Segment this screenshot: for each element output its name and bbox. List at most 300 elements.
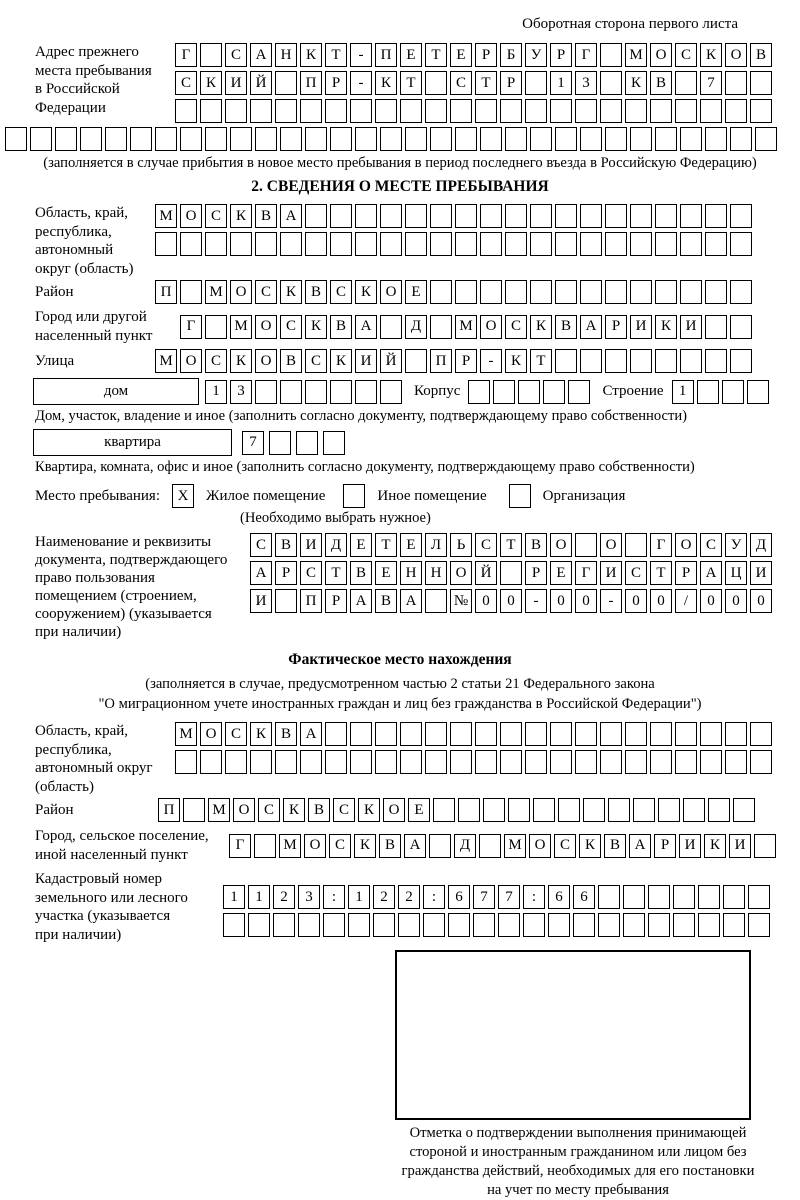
char-cell: О: [233, 798, 255, 822]
char-cell: [280, 127, 302, 151]
char-cell: [325, 750, 347, 774]
char-cell: [630, 204, 652, 228]
char-cell: С: [175, 71, 197, 95]
actual-region-label: [35, 722, 175, 796]
char-cell: [330, 127, 352, 151]
char-cell: [425, 722, 447, 746]
char-cell: 3: [230, 380, 252, 404]
char-cell: [380, 380, 402, 404]
city-row: [35, 308, 800, 345]
char-cell: [722, 380, 744, 404]
char-cell: Т: [530, 349, 552, 373]
char-cell: [455, 280, 477, 304]
char-cell: [655, 280, 677, 304]
char-cell: [633, 798, 655, 822]
char-cell: [705, 280, 727, 304]
char-cell: [280, 380, 302, 404]
char-cell: О: [450, 561, 472, 585]
char-cell: А: [280, 204, 302, 228]
char-cell: Р: [455, 349, 477, 373]
char-cell: [480, 204, 502, 228]
char-cell: 6: [573, 885, 595, 909]
char-cell: [750, 71, 772, 95]
char-cell: П: [300, 589, 322, 613]
char-cell: [700, 750, 722, 774]
char-cell: [380, 315, 402, 339]
document-block: [35, 533, 800, 641]
char-cell: [530, 127, 552, 151]
char-cell: [455, 232, 477, 256]
char-cell: [683, 798, 705, 822]
char-cell: О: [529, 834, 551, 858]
char-cell: [675, 71, 697, 95]
char-cell: [280, 232, 302, 256]
char-cell: [450, 99, 472, 123]
char-cell: [650, 99, 672, 123]
char-cell: [555, 204, 577, 228]
char-cell: -: [480, 349, 502, 373]
korpus-label: Корпус: [414, 383, 461, 399]
page-side-note: Оборотная сторона первого листа: [522, 16, 738, 32]
char-cell: [623, 913, 645, 937]
char-cell: О: [550, 533, 572, 557]
char-cell: [425, 99, 447, 123]
char-cell: О: [383, 798, 405, 822]
char-grid-row: [180, 315, 752, 339]
char-cell: [697, 380, 719, 404]
char-cell: М: [625, 43, 647, 67]
text-line: Кадастровый номер: [35, 871, 162, 887]
char-cell: [275, 71, 297, 95]
char-cell: [680, 127, 702, 151]
char-cell: [725, 99, 747, 123]
checkbox-zhiloe: [172, 484, 194, 508]
cadastral-label: [35, 870, 223, 944]
char-cell: 0: [500, 589, 522, 613]
char-cell: Д: [405, 315, 427, 339]
char-cell: О: [650, 43, 672, 67]
char-cell: С: [330, 280, 352, 304]
char-cell: А: [700, 561, 722, 585]
char-cell: [650, 750, 672, 774]
char-cell: [468, 380, 490, 404]
text-line: республика,: [35, 223, 112, 240]
char-cell: 0: [750, 589, 772, 613]
char-cell: [450, 750, 472, 774]
char-cell: И: [630, 315, 652, 339]
char-cell: [255, 127, 277, 151]
char-cell: К: [250, 722, 272, 746]
char-cell: 0: [625, 589, 647, 613]
char-cell: [230, 232, 252, 256]
char-cell: [625, 99, 647, 123]
char-cell: Д: [325, 533, 347, 557]
char-cell: К: [355, 280, 377, 304]
char-cell: О: [480, 315, 502, 339]
char-cell: [705, 232, 727, 256]
char-cell: [500, 750, 522, 774]
char-cell: [680, 280, 702, 304]
char-cell: [155, 127, 177, 151]
char-cell: 7: [498, 885, 520, 909]
char-cell: Е: [550, 561, 572, 585]
text-line: участка (указывается: [35, 908, 171, 924]
char-cell: [555, 280, 577, 304]
char-cell: [755, 127, 777, 151]
char-cell: [350, 722, 372, 746]
prev-address-label: [35, 43, 175, 117]
char-cell: [355, 127, 377, 151]
char-cell: [625, 722, 647, 746]
char-cell: [380, 232, 402, 256]
char-cell: [498, 913, 520, 937]
char-cell: [530, 204, 552, 228]
char-cell: [730, 127, 752, 151]
char-cell: [5, 127, 27, 151]
text-line: Адрес прежнего: [35, 44, 139, 60]
char-cell: Й: [250, 71, 272, 95]
char-cell: [733, 798, 755, 822]
char-cell: Г: [180, 315, 202, 339]
char-cell: С: [280, 315, 302, 339]
char-cell: 0: [725, 589, 747, 613]
char-cell: [705, 349, 727, 373]
char-cell: С: [300, 561, 322, 585]
char-cell: [730, 204, 752, 228]
char-cell: [55, 127, 77, 151]
char-cell: Е: [450, 43, 472, 67]
char-cell: [355, 232, 377, 256]
char-cell: С: [225, 43, 247, 67]
apartment-row: [33, 429, 800, 456]
char-cell: [183, 798, 205, 822]
char-cell: С: [255, 280, 277, 304]
char-cell: Е: [408, 798, 430, 822]
char-cell: [455, 204, 477, 228]
char-cell: [625, 533, 647, 557]
char-cell: [225, 99, 247, 123]
char-cell: К: [230, 349, 252, 373]
char-cell: А: [580, 315, 602, 339]
district-row: [35, 280, 800, 304]
char-cell: [430, 315, 452, 339]
char-cell: [605, 127, 627, 151]
char-grid-row: [250, 561, 772, 585]
char-cell: Ц: [725, 561, 747, 585]
char-cell: [405, 204, 427, 228]
actual-city-label: [35, 827, 229, 864]
char-cell: [630, 127, 652, 151]
char-cell: /: [675, 589, 697, 613]
apartment-widebox: квартира: [33, 429, 232, 456]
char-cell: [680, 349, 702, 373]
char-grid-row: [175, 722, 772, 746]
char-cell: С: [554, 834, 576, 858]
char-cell: И: [679, 834, 701, 858]
text-line: автономный округ: [35, 760, 153, 776]
char-cell: [708, 798, 730, 822]
char-cell: [323, 913, 345, 937]
char-cell: И: [750, 561, 772, 585]
char-cell: [155, 232, 177, 256]
char-cell: [269, 431, 291, 455]
char-cell: [398, 913, 420, 937]
char-cell: [380, 127, 402, 151]
text-line: места пребывания: [35, 62, 152, 79]
text-line: (область): [35, 778, 94, 795]
char-cell: [725, 750, 747, 774]
char-cell: [580, 349, 602, 373]
char-cell: [698, 913, 720, 937]
char-cell: С: [700, 533, 722, 557]
apartment-note: Квартира, комната, офис и иное (заполнить согласно документу, подтверждающему право собственности): [35, 459, 695, 475]
text-line: Область, край,: [35, 205, 129, 221]
char-cell: [175, 750, 197, 774]
char-cell: [505, 280, 527, 304]
char-cell: О: [725, 43, 747, 67]
char-cell: [343, 484, 365, 508]
char-cell: [400, 722, 422, 746]
char-cell: В: [280, 349, 302, 373]
char-cell: 1: [550, 71, 572, 95]
char-cell: 6: [448, 885, 470, 909]
char-cell: [425, 589, 447, 613]
document-grid: [250, 533, 772, 617]
char-cell: Н: [275, 43, 297, 67]
text-line: Город, сельское поселение,: [35, 828, 209, 844]
char-cell: -: [350, 71, 372, 95]
char-cell: [648, 885, 670, 909]
char-cell: В: [255, 204, 277, 228]
char-cell: [330, 232, 352, 256]
char-cell: К: [200, 71, 222, 95]
char-cell: -: [600, 589, 622, 613]
char-cell: [558, 798, 580, 822]
char-cell: [605, 204, 627, 228]
char-cell: [500, 99, 522, 123]
char-cell: :: [423, 885, 445, 909]
char-cell: Р: [475, 43, 497, 67]
char-cell: [555, 349, 577, 373]
option-label-inoe: Иное помещение: [377, 487, 487, 504]
char-cell: Н: [425, 561, 447, 585]
house-row: [33, 378, 800, 405]
char-cell: [550, 722, 572, 746]
char-cell: [250, 99, 272, 123]
char-cell: 1: [672, 380, 694, 404]
char-cell: Г: [575, 561, 597, 585]
stay-type-label: Место пребывания:: [35, 487, 160, 504]
char-cell: [525, 71, 547, 95]
char-cell: [400, 99, 422, 123]
char-cell: О: [255, 349, 277, 373]
char-cell: П: [375, 43, 397, 67]
char-cell: №: [450, 589, 472, 613]
char-cell: [550, 99, 572, 123]
char-cell: С: [305, 349, 327, 373]
char-cell: В: [308, 798, 330, 822]
char-cell: [323, 431, 345, 455]
text-line: "О миграционном учете иностранных граждан и лиц без гражданства в Российской Федерации"): [98, 695, 702, 712]
char-cell: К: [305, 315, 327, 339]
char-cell: [275, 589, 297, 613]
char-cell: [673, 885, 695, 909]
char-cell: [700, 722, 722, 746]
char-cell: Р: [654, 834, 676, 858]
char-cell: В: [750, 43, 772, 67]
char-cell: П: [430, 349, 452, 373]
char-cell: [250, 750, 272, 774]
char-cell: И: [600, 561, 622, 585]
char-cell: И: [355, 349, 377, 373]
char-cell: [675, 722, 697, 746]
char-cell: [580, 280, 602, 304]
char-cell: [305, 232, 327, 256]
cadastral-block: [35, 870, 800, 944]
char-cell: [255, 232, 277, 256]
char-cell: С: [329, 834, 351, 858]
char-cell: С: [450, 71, 472, 95]
char-cell: К: [579, 834, 601, 858]
char-cell: [350, 99, 372, 123]
char-cell: [575, 533, 597, 557]
char-cell: [480, 232, 502, 256]
text-line: гражданства действий, необходимых для его постановки: [401, 1163, 755, 1179]
char-cell: Г: [175, 43, 197, 67]
char-cell: [655, 204, 677, 228]
char-cell: [425, 750, 447, 774]
char-cell: Й: [475, 561, 497, 585]
char-cell: [700, 99, 722, 123]
char-cell: Т: [500, 533, 522, 557]
char-cell: К: [375, 71, 397, 95]
char-cell: [330, 204, 352, 228]
char-cell: [648, 913, 670, 937]
char-cell: А: [350, 589, 372, 613]
char-grid-row: [155, 232, 752, 256]
char-cell: [575, 99, 597, 123]
char-grid-row: [175, 99, 772, 123]
char-cell: У: [525, 43, 547, 67]
checkbox-inoe: [343, 484, 365, 508]
text-line: при наличии): [35, 926, 122, 943]
text-line: Федерации: [35, 99, 106, 116]
char-cell: [725, 722, 747, 746]
char-cell: [180, 280, 202, 304]
char-cell: [750, 722, 772, 746]
char-cell: В: [525, 533, 547, 557]
char-cell: Т: [650, 561, 672, 585]
char-cell: М: [504, 834, 526, 858]
char-cell: [448, 913, 470, 937]
char-cell: [505, 127, 527, 151]
char-cell: [605, 280, 627, 304]
text-line: республика,: [35, 741, 112, 758]
char-cell: К: [330, 349, 352, 373]
char-cell: [450, 722, 472, 746]
char-cell: Д: [454, 834, 476, 858]
char-cell: Р: [605, 315, 627, 339]
char-cell: И: [300, 533, 322, 557]
char-cell: [555, 127, 577, 151]
char-cell: Р: [525, 561, 547, 585]
char-cell: К: [530, 315, 552, 339]
char-cell: [355, 380, 377, 404]
checkbox-organizaciya: [509, 484, 531, 508]
char-cell: [673, 913, 695, 937]
char-cell: К: [230, 204, 252, 228]
char-cell: [650, 722, 672, 746]
char-cell: Т: [325, 43, 347, 67]
char-cell: [723, 913, 745, 937]
char-cell: 2: [273, 885, 295, 909]
char-cell: Д: [750, 533, 772, 557]
char-grid-row: [158, 798, 755, 822]
text-line: при наличии): [35, 624, 122, 640]
char-cell: В: [650, 71, 672, 95]
stay-type-note: (Необходимо выбрать нужное): [240, 510, 431, 526]
char-cell: [296, 431, 318, 455]
char-cell: [750, 750, 772, 774]
char-cell: [575, 750, 597, 774]
stay-type-row: [35, 484, 800, 508]
char-cell: [180, 232, 202, 256]
char-cell: [423, 913, 445, 937]
char-cell: [598, 913, 620, 937]
char-cell: -: [525, 589, 547, 613]
char-cell: В: [275, 722, 297, 746]
region-label: [35, 204, 155, 278]
char-cell: [380, 204, 402, 228]
char-cell: С: [475, 533, 497, 557]
char-cell: [630, 232, 652, 256]
text-line: на учет по месту пребывания: [487, 1182, 669, 1198]
char-cell: Н: [400, 561, 422, 585]
char-cell: Г: [650, 533, 672, 557]
char-cell: [550, 750, 572, 774]
street-label: Улица: [35, 352, 75, 369]
char-grid-row: [155, 349, 752, 373]
char-cell: [375, 750, 397, 774]
char-grid-row: [242, 431, 345, 455]
char-cell: [598, 885, 620, 909]
char-cell: [180, 127, 202, 151]
char-grid-row: [468, 380, 590, 404]
char-cell: М: [230, 315, 252, 339]
char-cell: К: [354, 834, 376, 858]
char-cell: Т: [375, 533, 397, 557]
char-cell: С: [258, 798, 280, 822]
char-cell: [525, 99, 547, 123]
char-cell: [580, 204, 602, 228]
char-cell: [355, 204, 377, 228]
char-cell: У: [725, 533, 747, 557]
street-row: [35, 349, 800, 373]
char-cell: [508, 798, 530, 822]
house-widebox: дом: [33, 378, 199, 405]
char-cell: 7: [242, 431, 264, 455]
char-grid-row: [250, 589, 772, 613]
char-cell: [725, 71, 747, 95]
actual-region-block: [35, 722, 800, 796]
char-cell: Е: [400, 43, 422, 67]
text-line: автономный: [35, 242, 114, 258]
char-grid-row: [205, 380, 402, 404]
char-cell: Й: [380, 349, 402, 373]
char-cell: П: [158, 798, 180, 822]
actual-city-row: [35, 827, 800, 864]
char-cell: Е: [400, 533, 422, 557]
